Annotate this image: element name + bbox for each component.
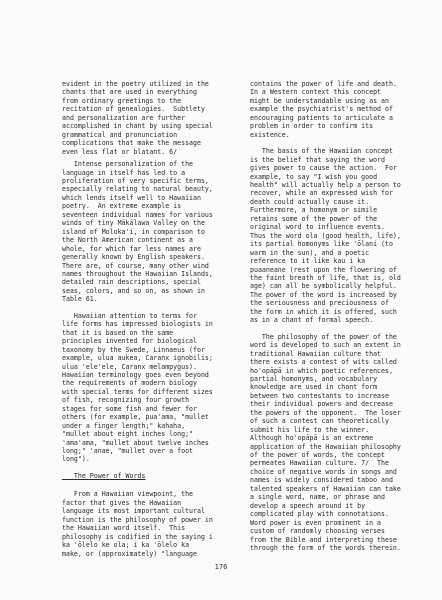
left-column [62,80,246,566]
right-paragraph-2: The basis of the Hawaiian concept is the belief that saying the word gives power to cause the action. For example, to say "I wish you good health" will actually help a person to recover, while an expressed wish for death could actually cause it. Furthermore, a homonym or simile retains some of the power of the original word to influence events. Thus the word ola (good health, life), its partial homonyms like 'ōlani (to warm in the sun), and a poetic reference to it like kau i ka puaaneane (rest upon the flowering of the faint breath of life, that is, old age) can all be symbolically helpful. The power of the word is increased by the seriousness and preciousness of the form in which it is offered, such as in a chant of formal speech. [250,147,401,325]
left-paragraph-2: Intense personalization of the language in itself has led to a proliferation of very specific terms, especially relating to natural beauty, which lends itself well to Hawaiian poetry. An extreme example is seventeen individual names for various winds of tiny Mākālawa Valley on the island of Moloka'i, in comparison to the North American continent as a whole, for which far less names are generally known by English speakers. There are, of course, many other wind names throughout the Hawaiian Islands, detailed rain descriptions, special seas, colors, and so on, as shown in Table 61. [62,160,213,304]
left-paragraph-1: evident in the poetry utilized in the chants that are used in everything from ordinary greetings to the recitation of genealogies. Subtlety and personalization are further accomplished in chant by using special grammatical and pronunciation complications that make the message even less flat or blatant. 6/ [62,80,213,156]
right-paragraph-1: contains the power of life and death. In a Western context this concept might be understandable using as an example the psychiatrist's method of encouraging patients to articulate a problem in order to confirm its existence. [250,80,397,139]
left-paragraph-3: Hawaiian attention to terms for life forms has impressed biologists in that it is based on the same principles invented for biological taxonomy by the Swede, Linnaeus (for example, ulua aukea, Caranx ignobilis; ulua 'ele'ele, Caranx melampygus). Hawaiian terminology goes even beyond the requirements of modern biology with special terms for different sizes of fish, recognizing four growth stages for some fish and fewer for others (for example, pua'ama, "mullet under a finger length;" kahaha, "mullet about eight inches long;" 'ama'ama, "mullet about twelve inches long;" 'anae, "mullet over a foot long"). [62,311,213,464]
left-paragraph-4: From a Hawaiian viewpoint, the factor that gives the Hawaiian language its most important cultural function is the philosophy of power in the Hawaiian word itself. This philosophy is codified in the saying i ka 'ōlelo ke ola; i ka 'ōlelo ka make, or (approximately) "language [62,490,213,558]
section-heading: The Power of Words [62,471,146,480]
right-column [250,80,430,560]
page-number: 176 [214,563,228,571]
right-paragraph-3: The philosophy of the power of the word is developed to such an extent in traditional Hawaiian culture that there exists a contest of wits called ho'opāpā in which poetic references, partial homonyms, and vocabulary knowledge are used in chant form between two contestants to increase their individual powers and decrease the powers of the opponent. The loser of such a contest can theoretically submit his life to the winner. Although ho'opāpā is an extreme application of the Hawaiian philosophy of the power of words, the concept permeates Hawaiian culture. 7/ The choice of negative words in songs and names is widely considered taboo and talented speakers of Hawaiian can take a single word, name, or phrase and develop a speech around it by complicated play with connotations. Word power is even prominent in a custom of randomly choosing verses from the Bible and interpreting these through the form of the words therein. [250,332,401,553]
